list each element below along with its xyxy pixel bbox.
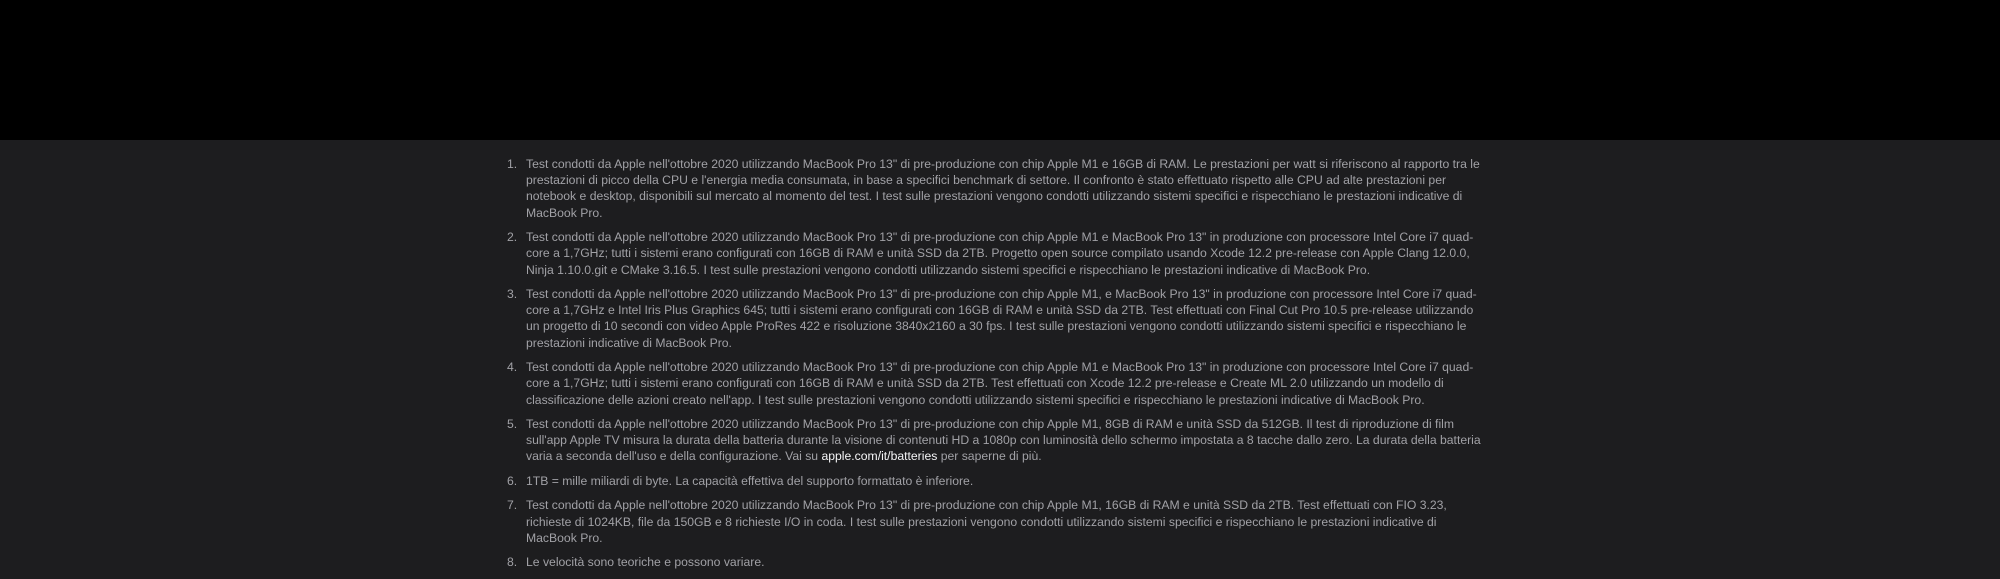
- footnote-number: 5.: [507, 417, 518, 432]
- top-black-band: [0, 0, 2000, 140]
- footnote-text: Test condotti da Apple nell'ottobre 2020 utilizzando MacBook Pro 13" di pre-produzione con chip Apple M1 e 16GB di RAM. Le prestazioni per watt si riferiscono al rapporto tra le prestazioni di picco della CPU e l'energia media consumata, in base a specifici benchmark di settore. Il confronto è stato effettuato rispetto alle CPU ad alte prestazioni per notebook e desktop, disponibili sul mercato al momento del test. I test sulle prestazioni vengono condotti utilizzando sistemi specifici e rispecchiano le prestazioni indicative di MacBook Pro.: [526, 157, 1480, 220]
- footnote-5: [507, 416, 1487, 465]
- batteries-link[interactable]: apple.com/it/batteries: [821, 449, 938, 464]
- footnote-text: Test condotti da Apple nell'ottobre 2020 utilizzando MacBook Pro 13" di pre-produzione con chip Apple M1, 16GB di RAM e unità SSD da 2TB. Test effettuati con FIO 3.23, richieste di 1024KB, file da 150GB e 8 richieste I/O in coda. I test sulle prestazioni vengono condotti utilizzando sistemi specifici e rispecchiano le prestazioni indicative di MacBook Pro.: [526, 498, 1447, 545]
- footnote-number: 1.: [507, 157, 518, 171]
- footnotes-list: [507, 156, 1487, 579]
- footnote-number: 2.: [507, 230, 518, 245]
- footnote-8: [507, 554, 1487, 570]
- footnote-2: [507, 229, 1487, 278]
- footnote-7: [507, 497, 1487, 546]
- footnote-text-after-link: per saperne di più.: [937, 449, 1042, 464]
- footnote-text: Test condotti da Apple nell'ottobre 2020 utilizzando MacBook Pro 13" di pre-produzione con chip Apple M1 e MacBook Pro 13" in produzione con processore Intel Core i7 quad-core a 1,7GHz; tutti i sistemi erano configurati con 16GB di RAM e unità SSD da 2TB. Test effettuati con Xcode 12.2 pre-release e Create ML 2.0 utilizzando un modello di classificazione delle azioni creato nell'app. I test sulle prestazioni vengono condotti utilizzando sistemi specifici e rispecchiano le prestazioni indicative di MacBook Pro.: [526, 360, 1474, 407]
- footnote-number: 6.: [507, 473, 518, 488]
- footnote-text: 1TB = mille miliardi di byte. La capacità effettiva del supporto formattato è inferiore.: [526, 473, 974, 488]
- footnote-4: [507, 359, 1487, 408]
- footnote-number: 4.: [507, 360, 518, 375]
- footnote-text: Test condotti da Apple nell'ottobre 2020 utilizzando MacBook Pro 13" di pre-produzione con chip Apple M1, e MacBook Pro 13" in produzione con processore Intel Core i7 quad-core a 1,7GHz e Intel Iris Plus Graphics 645; tutti i sistemi erano configurati con 16GB di RAM e unità SSD da 2TB. Test effettuati con Final Cut Pro 10.5 pre-release utilizzando un progetto di 10 secondi con video Apple ProRes 422 e risoluzione 3840x2160 a 30 fps. I test sulle prestazioni vengono condotti utilizzando sistemi specifici e rispecchiano le prestazioni indicative di MacBook Pro.: [526, 287, 1477, 350]
- footnote-6: [507, 473, 1487, 489]
- footnote-number: 3.: [507, 287, 518, 302]
- footnote-text: [526, 416, 1487, 465]
- footnote-1: [507, 156, 1487, 221]
- footnote-text: Test condotti da Apple nell'ottobre 2020 utilizzando MacBook Pro 13" di pre-produzione con chip Apple M1 e MacBook Pro 13" in produzione con processore Intel Core i7 quad-core a 1,7GHz; tutti i sistemi erano configurati con 16GB di RAM e unità SSD da 2TB. Progetto open source compilato usando Xcode 12.2 pre-release con Apple Clang 12.0.0, Ninja 1.10.0.git e CMake 3.16.5. I test sulle prestazioni vengono condotti utilizzando sistemi specifici e rispecchiano le prestazioni indicative di MacBook Pro.: [526, 230, 1474, 277]
- footnote-number: 7.: [507, 498, 518, 513]
- footnote-text-before-link: Test condotti da Apple nell'ottobre 2020 utilizzando MacBook Pro 13" di pre-produzione con chip Apple M1, 8GB di RAM e unità SSD da 512GB. Il test di riproduzione di film sull'app Apple TV misura la durata della batteria durante la visione di contenuti HD a 1080p con luminosità dello schermo impostata a 8 tacche dallo zero. La durata della batteria varia a seconda dell'uso e della configurazione. Vai su: [526, 417, 1481, 464]
- footnote-3: [507, 286, 1487, 351]
- footnote-number: 8.: [507, 555, 518, 570]
- footnote-text: Le velocità sono teoriche e possono variare.: [526, 555, 765, 570]
